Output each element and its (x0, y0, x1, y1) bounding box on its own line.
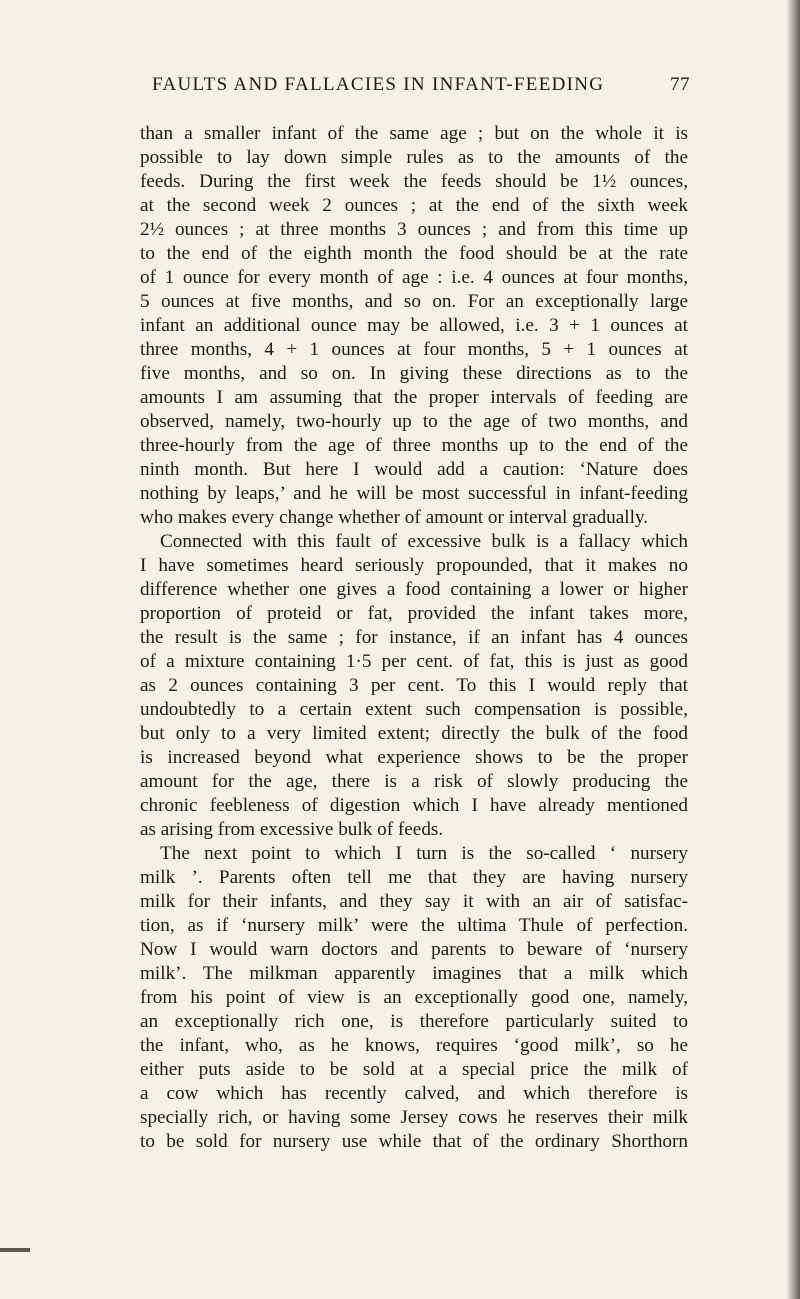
text-line: amounts I am assuming that the proper intervals of feeding are (140, 387, 688, 408)
text-line: at the second week 2 ounces ; at the end of the sixth week (140, 195, 688, 216)
text-line: from his point of view is an exceptionally good one, namely, (140, 987, 688, 1008)
text-line: three-hourly from the age of three months up to the end of the (140, 435, 688, 456)
text-line: the result is the same ; for instance, if an infant has 4 ounces (140, 627, 688, 648)
text-line: specially rich, or having some Jersey cows he reserves their milk (140, 1107, 688, 1128)
text-line: undoubtedly to a certain extent such compensation is possible, (140, 699, 688, 720)
paragraph-feed-amounts (140, 122, 688, 530)
text-line: Now I would warn doctors and parents to beware of ‘nursery (140, 939, 688, 960)
text-line: infant an additional ounce may be allowed, i.e. 3 + 1 ounces at (140, 315, 688, 336)
text-line: is increased beyond what experience shows to be the proper (140, 747, 688, 768)
text-line: to be sold for nursery use while that of the ordinary Shorthorn (140, 1131, 688, 1152)
text-line: chronic feebleness of digestion which I have already mentioned (140, 795, 688, 816)
text-line: proportion of proteid or fat, provided the infant takes more, (140, 603, 688, 624)
paragraph-excessive-bulk (140, 530, 688, 842)
text-line: as arising from excessive bulk of feeds. (140, 819, 444, 840)
text-line: milk’. The milkman apparently imagines that a milk which (140, 963, 688, 984)
text-line: amount for the age, there is a risk of slowly producing the (140, 771, 688, 792)
page-number: 77 (670, 74, 690, 95)
text-line: who makes every change whether of amount or interval gradually. (140, 507, 649, 528)
text-line: as 2 ounces containing 3 per cent. To this I would reply that (140, 675, 688, 696)
margin-mark (0, 1248, 30, 1252)
running-title: FAULTS AND FALLACIES IN INFANT-FEEDING (152, 74, 605, 95)
text-line: 2½ ounces ; at three months 3 ounces ; and from this time up (140, 219, 688, 240)
text-line: 5 ounces at five months, and so on. For an exceptionally large (140, 291, 688, 312)
running-head (130, 74, 690, 104)
text-line: five months, and so on. In giving these directions as to the (140, 363, 688, 384)
text-line: but only to a very limited extent; directly the bulk of the food (140, 723, 688, 744)
body-text (140, 122, 688, 1154)
text-line: tion, as if ‘nursery milk’ were the ultima Thule of perfection. (140, 915, 688, 936)
page-edge-shadow (786, 0, 800, 1299)
text-line: of 1 ounce for every month of age : i.e. 4 ounces at four months, (140, 267, 688, 288)
text-line: a cow which has recently calved, and which therefore is (140, 1083, 688, 1104)
text-line: than a smaller infant of the same age ; but on the whole it is (140, 123, 688, 144)
text-line: three months, 4 + 1 ounces at four months, 5 + 1 ounces at (140, 339, 688, 360)
text-line: milk for their infants, and they say it with an air of satisfac- (140, 891, 688, 912)
text-line: difference whether one gives a food containing a lower or higher (140, 579, 688, 600)
text-line: the infant, who, as he knows, requires ‘good milk’, so he (140, 1035, 688, 1056)
text-line: observed, namely, two-hourly up to the age of two months, and (140, 411, 688, 432)
text-line: either puts aside to be sold at a special price the milk of (140, 1059, 688, 1080)
text-line: I have sometimes heard seriously propounded, that it makes no (140, 555, 688, 576)
text-line: to the end of the eighth month the food should be at the rate (140, 243, 688, 264)
text-line: milk ’. Parents often tell me that they are having nursery (140, 867, 688, 888)
text-line: ninth month. But here I would add a caution: ‘Nature does (140, 459, 688, 480)
text-line: The next point to which I turn is the so-called ‘ nursery (160, 843, 688, 864)
text-line: feeds. During the first week the feeds should be 1½ ounces, (140, 171, 688, 192)
text-line: Connected with this fault of excessive bulk is a fallacy which (160, 531, 688, 552)
paragraph-nursery-milk (140, 842, 688, 1154)
text-line: of a mixture containing 1·5 per cent. of fat, this is just as good (140, 651, 688, 672)
text-line: an exceptionally rich one, is therefore particularly suited to (140, 1011, 688, 1032)
text-line: possible to lay down simple rules as to the amounts of the (140, 147, 688, 168)
text-line: nothing by leaps,’ and he will be most successful in infant-feeding (140, 483, 688, 504)
